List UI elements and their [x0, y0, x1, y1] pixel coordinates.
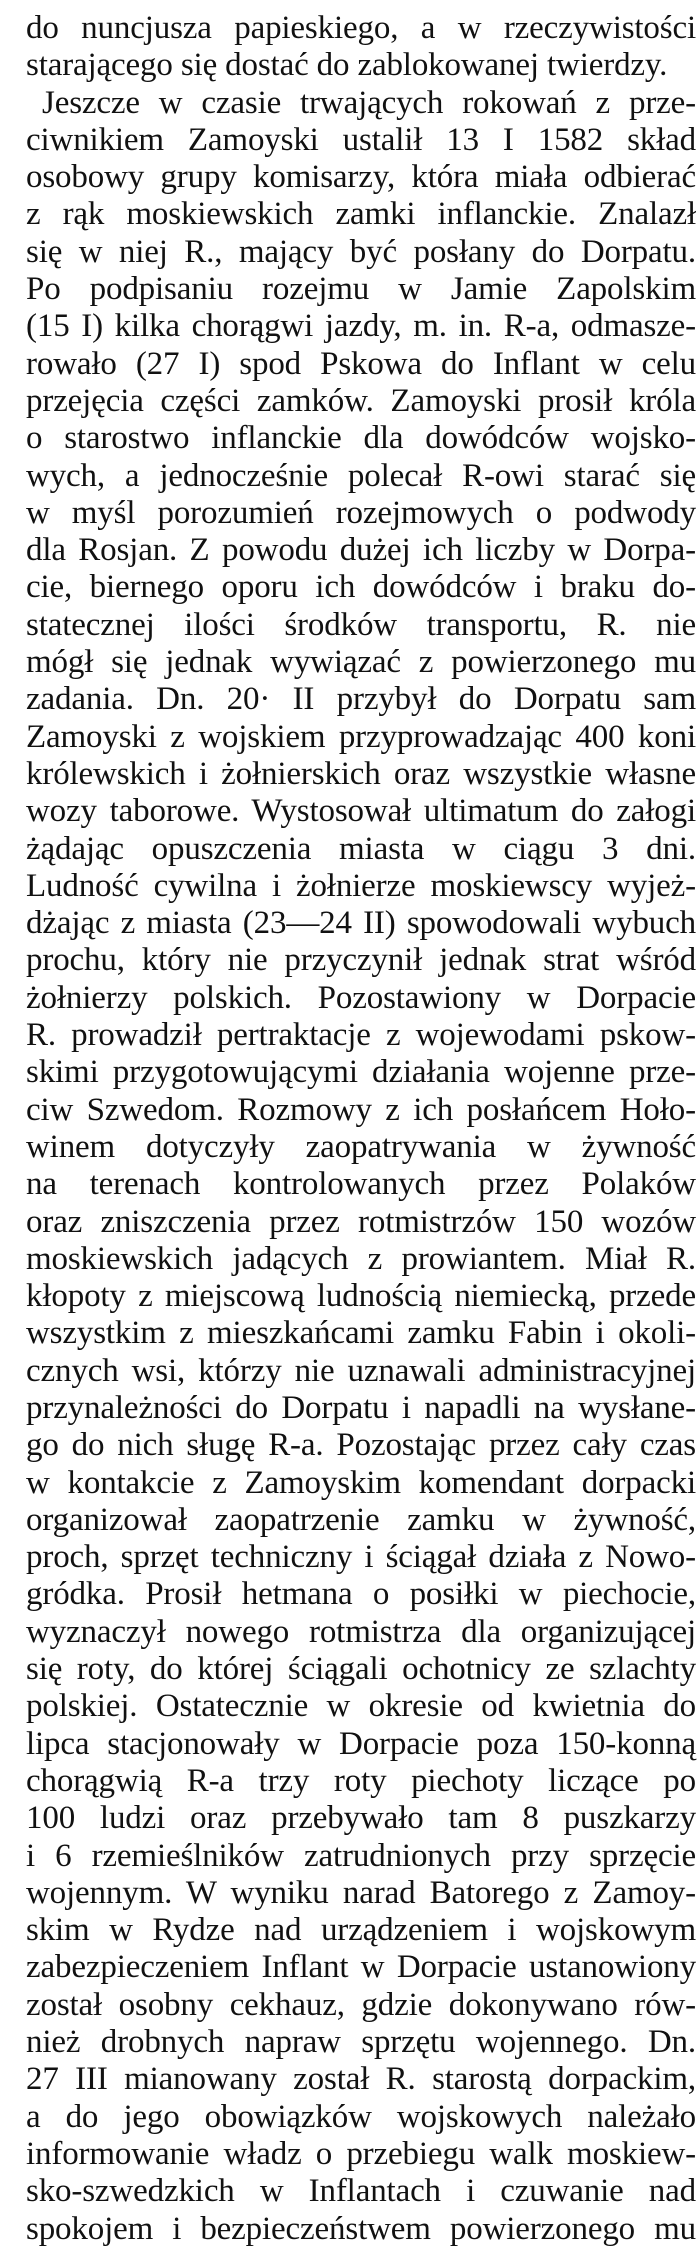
text-line: się w niej R., mający być posłany do Dorpatu. [26, 233, 696, 270]
text-line: wozy taborowe. Wystosował ultimatum do załogi [26, 793, 696, 830]
text-line: się roty, do której ściągali ochotnicy ze szlachty [26, 1651, 696, 1688]
text-line: żądając opuszczenia miasta w ciągu 3 dni. [26, 830, 696, 867]
text-line: kłopoty z miejscową ludnością niemiecką, przede [26, 1278, 696, 1315]
text-line: gródka. Prosił hetmana o posiłki w piechocie, [26, 1576, 696, 1613]
text-line: w myśl porozumień rozejmowych o podwody [26, 494, 696, 531]
text-line: królewskich i żołnierskich oraz wszystkie własne [26, 755, 696, 792]
text-line: Zamoyski z wojskiem przyprowadzając 400 koni [26, 718, 696, 755]
text-line: R. prowadził pertraktacje z wojewodami pskow- [26, 1017, 696, 1054]
text-line: statecznej ilości środków transportu, R. nie [26, 606, 696, 643]
text-line: nież drobnych napraw sprzętu wojennego. Dn. [26, 2024, 696, 2061]
text-line: moskiewskich jadących z prowiantem. Miał R. [26, 1240, 696, 1277]
text-line: i 6 rzemieślników zatrudnionych przy sprzęcie [26, 1837, 696, 1874]
text-line: spokojem i bezpieczeństwem powierzonego mu [26, 2210, 696, 2247]
text-line: ciw Szwedom. Rozmowy z ich posłańcem Hoło- [26, 1091, 696, 1128]
text-line: wych, a jednocześnie polecał R-owi starać się [26, 457, 696, 494]
text-line: 100 ludzi oraz przebywało tam 8 puszkarzy [26, 1800, 696, 1837]
text-line: starającego się dostać do zablokowanej twierdzy. [26, 47, 668, 84]
text-line: informowanie władz o przebiegu walk moskiew- [26, 2135, 696, 2172]
text-line: żołnierzy polskich. Pozostawiony w Dorpacie [26, 979, 696, 1016]
text-line: Ludność cywilna i żołnierze moskiewscy wyjeż- [26, 867, 696, 904]
text-line: oraz zniszczenia przez rotmistrzów 150 wozów [26, 1203, 696, 1240]
text-line: rowało (27 I) spod Pskowa do Inflant w celu [26, 345, 696, 382]
text-line: na terenach kontrolowanych przez Polaków [26, 1166, 696, 1203]
text-line: wszystkim z mieszkańcami zamku Fabin i okoli- [26, 1315, 696, 1352]
text-line: Po podpisaniu rozejmu w Jamie Zapolskim [26, 271, 696, 308]
text-line: organizował zaopatrzenie zamku w żywność, [26, 1501, 696, 1538]
text-line: ciwnikiem Zamoyski ustalił 13 I 1582 skład [26, 121, 696, 158]
text-line: o starostwo inflanckie dla dowódców wojsko- [26, 420, 696, 457]
text-line: polskiej. Ostatecznie w okresie od kwietnia do [26, 1688, 696, 1725]
text-line: sko-szwedzkich w Inflantach i czuwanie nad [26, 2173, 696, 2210]
text-line: skimi przygotowującymi działania wojenne prze- [26, 1054, 696, 1091]
text-line: wyznaczył nowego rotmistrza dla organizującej [26, 1613, 696, 1650]
text-line: przynależności do Dorpatu i napadli na wysłane- [26, 1389, 696, 1426]
text-line: skim w Rydze nad urządzeniem i wojskowym [26, 1912, 696, 1949]
text-line: go do nich sługę R-a. Pozostając przez cały czas [26, 1427, 696, 1464]
text-line: w kontakcie z Zamoyskim komendant dorpacki [26, 1464, 696, 1501]
text-line: do nuncjusza papieskiego, a w rzeczywistości [26, 10, 696, 46]
text-line: został osobny cekhauz, gdzie dokonywano rów- [26, 1986, 696, 2023]
text-line: osobowy grupy komisarzy, która miała odbierać [26, 159, 696, 196]
text-line: z rąk moskiewskich zamki inflanckie. Znalazł [26, 196, 696, 233]
text-line: lipca stacjonowały w Dorpacie poza 150-konną [26, 1725, 696, 1762]
text-line: (15 I) kilka chorągwi jazdy, m. in. R-a, odmasze- [26, 308, 696, 345]
text-line: prochu, który nie przyczynił jednak strat wśród [26, 942, 696, 979]
text-line: dżając z miasta (23—24 II) spowodowali wybuch [26, 905, 696, 942]
text-line: przejęcia części zamków. Zamoyski prosił króla [26, 382, 696, 419]
text-line: wojennym. W wyniku narad Batorego z Zamoy- [26, 1874, 696, 1911]
text-line: winem dotyczyły zaopatrywania w żywność [26, 1128, 696, 1165]
text-line: chorągwią R-a trzy roty piechoty liczące po [26, 1762, 696, 1799]
text-line: cie, biernego oporu ich dowódców i braku do- [26, 569, 696, 606]
text-column [26, 10, 696, 2248]
text-line: a do jego obowiązków wojskowych należało [26, 2098, 696, 2135]
text-line: mógł się jednak wywiązać z powierzonego mu [26, 644, 696, 681]
paragraph-start-line: Jeszcze w czasie trwających rokowań z prze- [42, 84, 696, 121]
text-line: dla Rosjan. Z powodu dużej ich liczby w Dorpa- [26, 532, 696, 569]
text-line: zadania. Dn. 20· II przybył do Dorpatu sam [26, 681, 696, 718]
text-line: zabezpieczeniem Inflant w Dorpacie ustanowiony [26, 1949, 696, 1986]
text-line: cznych wsi, którzy nie uznawali administracyjnej [26, 1352, 696, 1389]
text-line: 27 III mianowany został R. starostą dorpackim, [26, 2061, 696, 2098]
text-line: proch, sprzęt techniczny i ściągał działa z Nowo- [26, 1539, 696, 1576]
